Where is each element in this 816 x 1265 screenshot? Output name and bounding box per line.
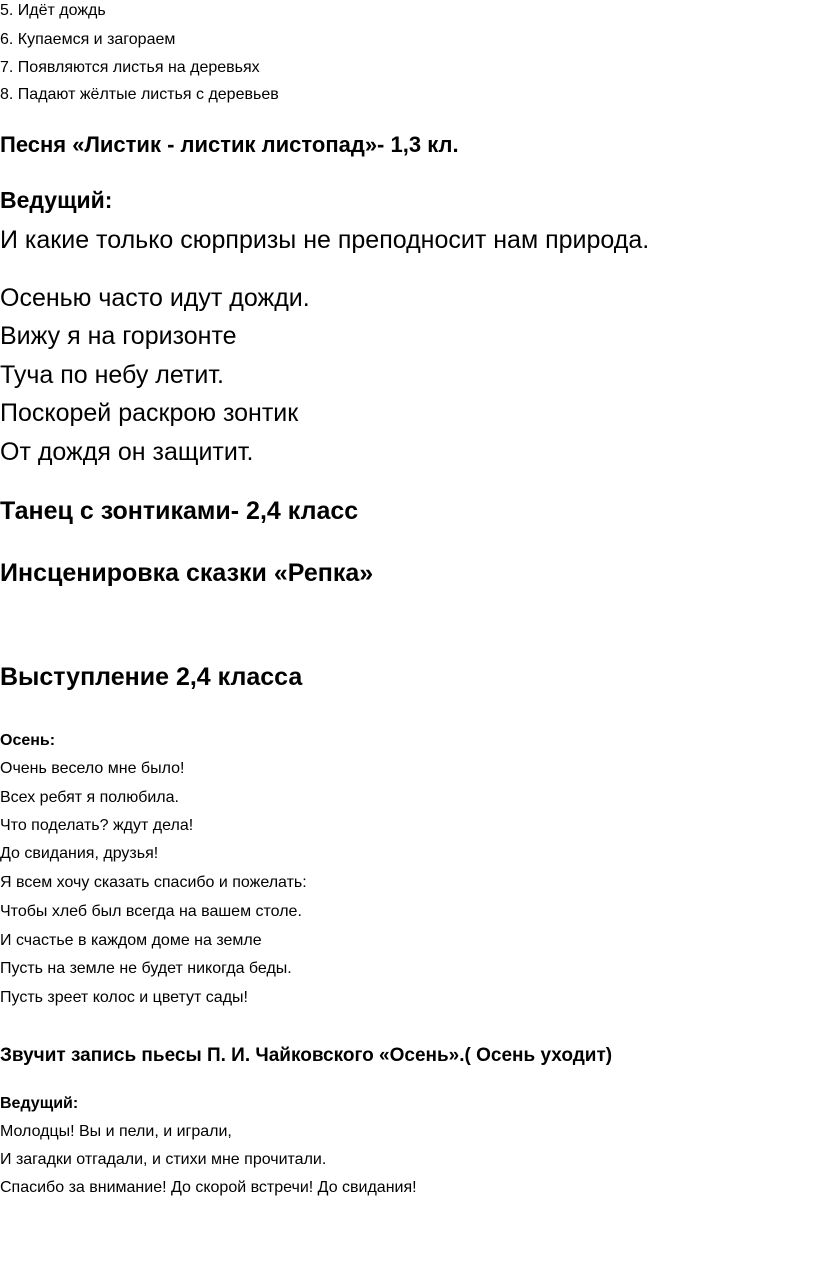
poem-line: От дождя он защитит. — [0, 438, 254, 466]
autumn-line: Очень весело мне было! — [0, 760, 185, 777]
music-heading: Звучит запись пьесы П. И. Чайковского «Осень».( Осень уходит) — [0, 1045, 613, 1066]
autumn-line: И счастье в каждом доме на земле — [0, 932, 262, 949]
autumn-line: Пусть зреет колос и цветут сады! — [0, 989, 248, 1006]
list-item: 5. Идёт дождь — [0, 2, 106, 19]
poem-line: Туча по небу летит. — [0, 361, 224, 389]
poem-line: Осенью часто идут дожди. — [0, 284, 310, 312]
autumn-line: Что поделать? ждут дела! — [0, 817, 194, 834]
autumn-label: Осень: — [0, 732, 56, 749]
autumn-line: До свидания, друзья! — [0, 845, 159, 862]
autumn-line: Я всем хочу сказать спасибо и пожелать: — [0, 874, 307, 891]
host-line: Спасибо за внимание! До скорой встречи! До свидания! — [0, 1179, 417, 1196]
host-line: Молодцы! Вы и пели, и играли, — [0, 1123, 232, 1140]
autumn-line: Пусть на земле не будет никогда беды. — [0, 960, 292, 977]
performance-heading: Выступление 2,4 класса — [0, 663, 303, 691]
poem-line: Поскорей раскрою зонтик — [0, 399, 299, 427]
list-item: 6. Купаемся и загораем — [0, 31, 176, 48]
host-intro: И какие только сюрпризы не преподносит нам природа. — [0, 226, 650, 254]
song-heading: Песня «Листик - листик листопад»- 1,3 кл. — [0, 132, 459, 157]
host-label: Ведущий: — [0, 1095, 79, 1112]
list-item: 8. Падают жёлтые листья с деревьев — [0, 86, 279, 103]
play-heading: Инсценировка сказки «Репка» — [0, 559, 374, 587]
host-label: Ведущий: — [0, 187, 113, 213]
autumn-line: Всех ребят я полюбила. — [0, 789, 179, 806]
host-line: И загадки отгадали, и стихи мне прочитали. — [0, 1151, 327, 1168]
poem-line: Вижу я на горизонте — [0, 322, 237, 350]
dance-heading: Танец с зонтиками- 2,4 класс — [0, 497, 359, 525]
list-item: 7. Появляются листья на деревьях — [0, 59, 260, 76]
autumn-line: Чтобы хлеб был всегда на вашем столе. — [0, 903, 302, 920]
